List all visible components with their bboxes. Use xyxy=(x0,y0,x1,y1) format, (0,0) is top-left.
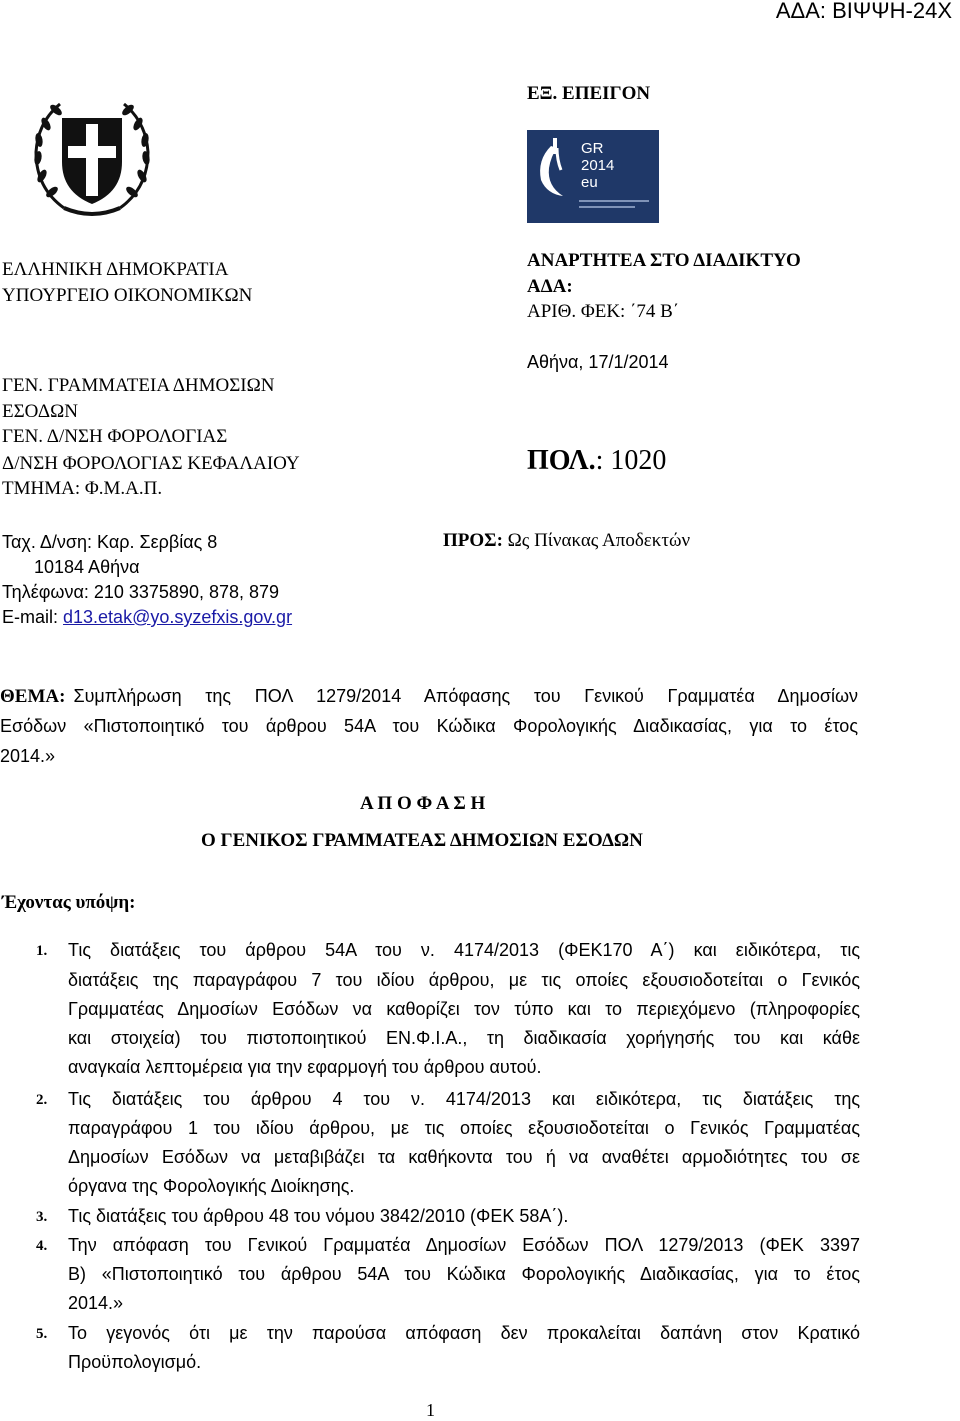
subject-text-line2: Εσόδων «Πιστοποιητικό του άρθρου 54Α του Κώδικα Φορολογικής Διαδικασίας, για το έτος xyxy=(0,716,858,736)
list-item-line: παραγράφου 1 του ιδίου άρθρου, με τις οποίες εξουσιοδοτείται ο Γενικός Γραμματέας xyxy=(68,1118,860,1138)
post-online-notice: ΑΝΑΡΤΗΤΕΑ ΣΤΟ ΔΙΑΔΙΚΤΥΟ xyxy=(527,250,801,271)
list-item-line: Τις διατάξεις του άρθρου 48 του νόμου 3842/2010 (ΦΕΚ 58Α΄). xyxy=(68,1206,569,1226)
list-item-line: Τις διατάξεις του άρθρου 54Α του ν. 4174/2013 (ΦΕΚ170 Α΄) και ειδικότερα, τις xyxy=(68,940,860,960)
subject-line1 xyxy=(0,686,858,708)
list-item-line: 2014.» xyxy=(68,1293,124,1313)
email-label: E-mail: xyxy=(2,607,64,627)
urgency-label: ΕΞ. ΕΠΕΙΓΟΝ xyxy=(527,83,651,104)
item-number: 1. xyxy=(36,943,48,959)
authority-title: Ο ΓΕΝΙΚΟΣ ΓΡΑΜΜΑΤΕΑΣ ΔΗΜΟΣΙΩΝ ΕΣΟΔΩΝ xyxy=(201,830,643,851)
ada-field: ΑΔΑ: xyxy=(527,276,573,297)
logo-line-gr: GR xyxy=(581,140,604,157)
recipients-line xyxy=(443,530,690,552)
logo-line-eu: eu xyxy=(581,174,598,191)
list-item-line: Την απόφαση του Γενικού Γραμματέα Δημοσίων Εσόδων ΠΟΛ 1279/2013 (ΦΕΚ 3397 xyxy=(68,1235,860,1255)
list-item-line: Προϋπολογισμό. xyxy=(68,1352,202,1372)
email-link[interactable]: d13.etak@yo.syzefxis.gov.gr xyxy=(63,607,293,627)
gr-presidency-logo xyxy=(527,130,659,223)
item-number: 3. xyxy=(36,1209,48,1225)
ministry-name: ΥΠΟΥΡΓΕΙΟ ΟΙΚΟΝΟΜΙΚΩΝ xyxy=(2,285,253,306)
recipients-value: Ως Πίνακας Αποδεκτών xyxy=(502,530,691,551)
place-date: Αθήνα, 17/1/2014 xyxy=(527,352,669,372)
decision-title: Α Π Ο Φ Α Σ Η xyxy=(360,793,486,814)
list-item-line: Δημοσίων Εσόδων να μεταβιβάζει τα καθήκοντα του ή να αναθέτει αρμοδιότητες του σε xyxy=(68,1147,860,1167)
item-number: 4. xyxy=(36,1238,48,1254)
list-item-line: όργανα της Φορολογικής Διοίκησης. xyxy=(68,1176,355,1196)
secretariat-line1: ΓΕΝ. ΓΡΑΜΜΑΤΕΙΑ ΔΗΜΟΣΙΩΝ xyxy=(2,375,275,396)
item-number: 5. xyxy=(36,1326,48,1342)
secretariat-line2: ΕΣΟΔΩΝ xyxy=(2,401,78,422)
email-line xyxy=(2,607,292,628)
coat-of-arms-emblem xyxy=(24,88,160,224)
list-item-line: Β) «Πιστοποιητικό του άρθρου 54Α του Κώδικα Φορολογικής Διαδικασίας, για το έτος xyxy=(68,1264,860,1284)
postal-address: Ταχ. Δ/νση: Καρ. Σερβίας 8 xyxy=(2,532,218,552)
department: ΤΜΗΜΑ: Φ.Μ.Α.Π. xyxy=(2,478,163,499)
directorate: Δ/ΝΣΗ ΦΟΡΟΛΟΓΙΑΣ ΚΕΦΑΛΑΙΟΥ xyxy=(2,453,300,474)
recipients-label: ΠΡΟΣ: xyxy=(443,530,503,551)
postal-code-city: 10184 Αθήνα xyxy=(34,557,140,577)
pol-label: ΠΟΛ. xyxy=(527,445,596,476)
pol-value: : 1020 xyxy=(595,445,667,476)
page-number: 1 xyxy=(426,1400,435,1420)
list-item-line: Γραμματέας Δημοσίων Εσόδων να καθορίζει τον τύπο και το περιεχόμενο (πληροφορίες xyxy=(68,999,860,1019)
list-item-line: και στοιχεία) του πιστοποιητικού ΕΝ.Φ.Ι.Α., τη διαδικασία χορήγησής του και κάθε xyxy=(68,1028,860,1048)
republic-name: ΕΛΛΗΝΙΚΗ ΔΗΜΟΚΡΑΤΙΑ xyxy=(2,259,229,280)
subject-text-line3: 2014.» xyxy=(0,746,56,766)
subject-label: ΘΕΜΑ: xyxy=(0,686,66,707)
directorate-general: ΓΕΝ. Δ/ΝΣΗ ΦΟΡΟΛΟΓΙΑΣ xyxy=(2,426,228,447)
list-item-line: αναγκαία λεπτομέρεια για την εφαρμογή του άρθρου αυτού. xyxy=(68,1057,542,1077)
ada-header: ΑΔΑ: ΒΙΨΨΗ-24Χ xyxy=(775,0,952,23)
item-number: 2. xyxy=(36,1092,48,1108)
fek-number: ΑΡΙΘ. ΦΕΚ: ΄74 Β΄ xyxy=(527,301,680,322)
phone-numbers: Τηλέφωνα: 210 3375890, 878, 879 xyxy=(2,582,280,602)
list-item-line: Το γεγονός ότι με την παρούσα απόφαση δεν προκαλείται δαπάνη στον Κρατικό xyxy=(68,1323,860,1343)
list-item-line: Τις διατάξεις του άρθρου 4 του ν. 4174/2013 και ειδικότερα, τις διατάξεις της xyxy=(68,1089,860,1109)
considering-heading: Έχοντας υπόψη: xyxy=(2,892,136,913)
logo-line-year: 2014 xyxy=(581,157,615,174)
subject-text-line1: Συμπλήρωση της ΠΟΛ 1279/2014 Απόφασης του Γενικού Γραμματέα Δημοσίων xyxy=(73,686,858,706)
pol-number xyxy=(527,445,666,477)
list-item-line: διατάξεις της παραγράφου 7 του ιδίου άρθρου, με τις οποίες εξουσιοδοτείται ο Γενικός xyxy=(68,970,860,990)
